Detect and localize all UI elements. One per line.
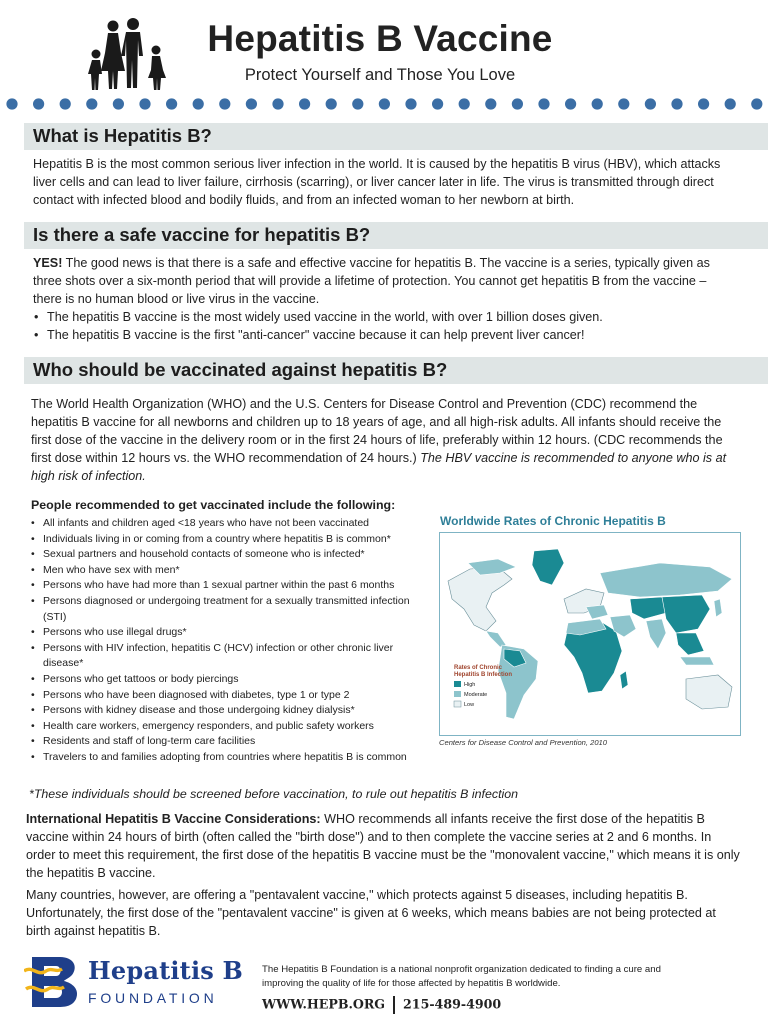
legend-swatch-moderate	[454, 691, 461, 697]
dot-divider	[0, 97, 768, 111]
section-heading-text: Who should be vaccinated against hepatitis B?	[33, 359, 448, 380]
international-text: WHO recommends all infants receive the first dose of the hepatitis B vaccine within 24 hours of birth (often called the "birth dose") and to then complete the vaccine series at 2 and 6 months. In order to meet this requirement, the first dose of the hepatitis B vaccine must be the "monovalent vaccine," which means it is only the hepatitis B vaccine.	[26, 812, 740, 880]
international-paragraph	[26, 810, 742, 882]
who-should-paragraph	[31, 395, 741, 485]
website-link[interactable]: WWW.HEPB.ORG	[262, 996, 386, 1012]
what-is-paragraph: Hepatitis B is the most common serious liver infection in the world. It is caused by the hepatitis B virus (HBV), which attacks liver cells and can lead to liver failure, cirrhosis (scarring), or liver cancer later in life. The virus is transmitted through direct contact with infected blood and bodily fluids, and from an infected woman to her newborn at birth.	[33, 157, 721, 207]
list-item: • Persons diagnosed or undergoing treatment for a sexually transmitted infection (STI)	[28, 594, 423, 625]
list-item: • All infants and children aged <18 years who have not been vaccinated	[28, 516, 423, 532]
logo-subtitle: FOUNDATION	[88, 990, 218, 1006]
international-heading: International Hepatitis B Vaccine Considerations:	[26, 812, 321, 826]
international-paragraph-2: Many countries, however, are offering a "pentavalent vaccine," which protects against 5 diseases, including hepatitis B. Unfortunately, the first dose of the "pentavalent vaccine" is given at 6 weeks, which means babies are not being protected at birth against hepatitis B.	[26, 888, 716, 938]
footer-contact	[262, 996, 501, 1014]
list-item: • The hepatitis B vaccine is the most widely used vaccine in the world, with over 1 billion doses given.	[33, 308, 738, 326]
world-map-image	[440, 533, 740, 735]
safe-vaccine-bullets	[33, 308, 738, 344]
section-heading-who-should	[24, 357, 768, 384]
svg-text:Hepatitis B Infection: Hepatitis B Infection	[454, 672, 513, 678]
who-should-italic: The HBV vaccine is recommended to anyone who is at high risk of infection.	[31, 451, 727, 483]
list-item: • Health care workers, emergency responders, and public safety workers	[28, 719, 423, 735]
world-map-figure	[439, 532, 741, 736]
safe-vaccine-text: The good news is that there is a safe and effective vaccine for hepatitis B. The vaccine is a series, typically given as three shots over a six-month period that will provide a lifetime of protection. You cannot get hepatitis B from the vaccine – there is no human blood or live virus in the vaccine.	[33, 256, 710, 306]
section-heading-text: Is there a safe vaccine for hepatitis B?	[33, 224, 371, 245]
legend-swatch-high	[454, 681, 461, 687]
safe-vaccine-block	[33, 254, 738, 344]
list-item: • Travelers to and families adopting from countries where hepatitis B is common	[28, 750, 423, 766]
phone-number[interactable]: 215-489-4900	[403, 996, 502, 1012]
header	[0, 0, 768, 90]
yes-emphasis: YES!	[33, 256, 63, 270]
family-silhouette-icon	[86, 14, 166, 92]
legend-swatch-low	[454, 701, 461, 707]
list-item: • Persons with kidney disease and those undergoing kidney dialysis*	[28, 703, 423, 719]
list-item: • Persons who use illegal drugs*	[28, 625, 423, 641]
list-item: • Individuals living in or coming from a country where hepatitis B is common*	[28, 532, 423, 548]
section-heading-what-is	[24, 123, 768, 150]
contact-divider	[393, 996, 395, 1014]
hepatitis-b-foundation-logo-icon	[24, 955, 84, 1009]
international-block	[26, 810, 742, 940]
list-item: • Persons who get tattoos or body piercings	[28, 672, 423, 688]
list-item: • Persons who have had more than 1 sexual partner within the past 6 months	[28, 578, 423, 594]
screening-footnote: *These individuals should be screened before vaccination, to rule out hepatitis B infection	[29, 787, 519, 801]
list-item: • Residents and staff of long-term care facilities	[28, 734, 423, 750]
recommended-list-heading: People recommended to get vaccinated include the following:	[31, 498, 396, 512]
list-item: • Men who have sex with men*	[28, 563, 423, 579]
legend-moderate: Moderate	[464, 692, 488, 698]
logo-name: Hepatitis B	[88, 956, 244, 985]
list-item: • The hepatitis B vaccine is the first "anti-cancer" vaccine because it can help prevent liver cancer!	[33, 326, 738, 344]
map-legend-title: Rates of Chronic	[454, 665, 503, 671]
section-heading-text: What is Hepatitis B?	[33, 125, 212, 146]
who-should-text: The World Health Organization (WHO) and the U.S. Centers for Disease Control and Prevention (CDC) recommend the hepatitis B vaccine for all newborns and children up to 18 years of age, and all high-risk adults. All infants should receive the first dose of the vaccine in the delivery room or in the first 24 hours of life, preferably within 12 hours. (CDC recommends the first dose within 12 hours vs. the WHO recommendation of 24 hours.)	[31, 397, 723, 465]
map-title: Worldwide Rates of Chronic Hepatitis B	[440, 514, 666, 528]
section-heading-safe-vaccine	[24, 222, 768, 249]
map-caption: Centers for Disease Control and Prevention, 2010	[439, 738, 608, 747]
page-title: Hepatitis B Vaccine	[207, 18, 553, 59]
list-item: • Persons with HIV infection, hepatitis C (HCV) infection or other chronic liver disease*	[28, 641, 423, 672]
legend-low: Low	[464, 702, 475, 708]
foundation-description: The Hepatitis B Foundation is a national nonprofit organization dedicated to finding a cure and improving the quality of life for those affected by hepatitis B worldwide.	[262, 964, 661, 989]
safe-vaccine-paragraph	[33, 254, 738, 308]
recommended-list	[28, 516, 423, 766]
page-subtitle: Protect Yourself and Those You Love	[244, 66, 516, 84]
list-item: • Persons who have been diagnosed with diabetes, type 1 or type 2	[28, 688, 423, 704]
list-item: • Sexual partners and household contacts of someone who is infected*	[28, 547, 423, 563]
legend-high: High	[464, 682, 476, 688]
